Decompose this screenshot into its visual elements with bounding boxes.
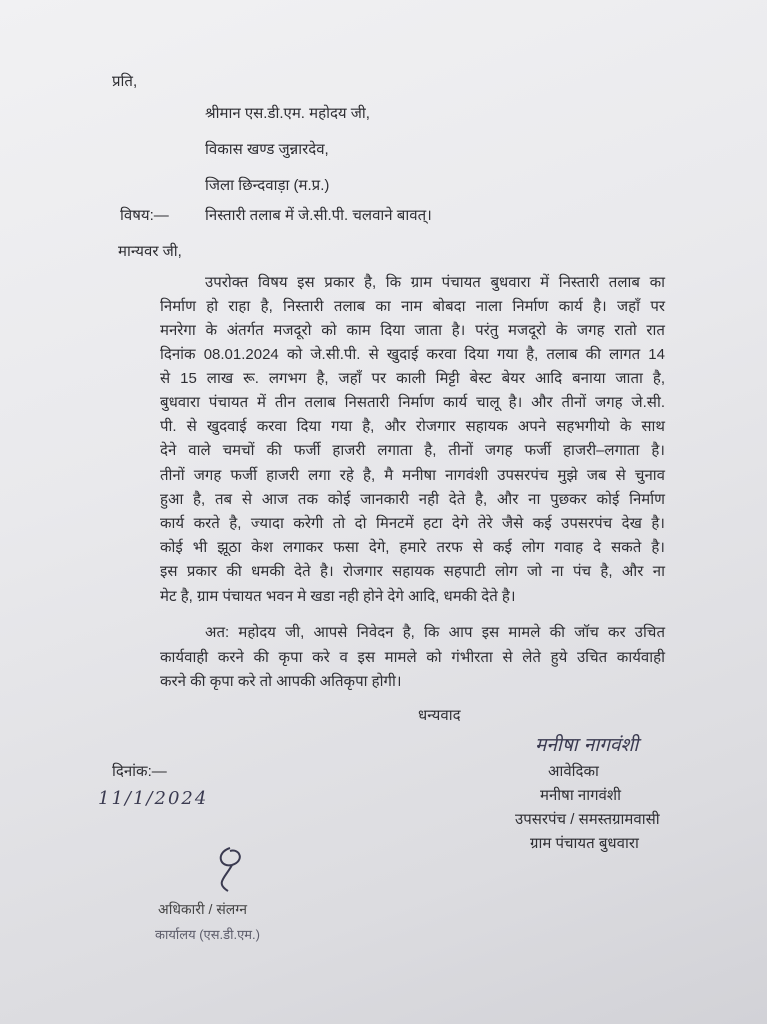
applicant-role: उपसरपंच / समस्तग्रामवासी — [515, 811, 660, 828]
body-line: पी. से खुदवाई करवा दिया गया है, और रोजगार सहायक अपने सहभगीयो के साथ — [160, 418, 665, 435]
applicant-name: मनीषा नागवंशी — [540, 787, 621, 804]
body-line: कार्य करते है, ज्यादा करेगी तो दो मिनटमें हटा देगे तेरे जैसे कई उपसरपंच देख है। — [160, 515, 665, 532]
date-label: दिनांक:— — [112, 763, 167, 780]
body-line: देने वाले चमचों की फर्जी हाजरी लगाता है, तीनों जगह फर्जी हाजरी–लगाता है। — [160, 442, 665, 459]
handwritten-date: 11/1/2024 — [98, 788, 209, 809]
recipient-line: जिला छिन्दवाड़ा (म.प्र.) — [205, 177, 330, 194]
body-line: मनरेगा के अंतर्गत मजदूरो को काम दिया जाता है। परंतु मजदूरो के जगह रातो रात — [160, 322, 665, 339]
thanks: धन्यवाद — [418, 707, 461, 724]
request-line: कार्यवाही करने की कृपा करे व इस मामले को गंभीरता से लेते हुये उचित कार्यवाही — [160, 649, 665, 666]
salutation: मान्यवर जी, — [118, 243, 182, 260]
signature: मनीषा नागवंशी — [535, 734, 639, 756]
request-line: करने की कृपा करे तो आपकी अतिकृपा होगी। — [160, 673, 402, 690]
body-line: मेट है, ग्राम पंचायत भवन मे खडा नही होने देगे आदि, धमकी देते है। — [160, 588, 516, 605]
body-line: तीनों जगह फर्जी हाजरी लगा रहे है, मै मनीषा नागवंशी उपसरपंच मुझे जब से चुनाव — [160, 467, 665, 484]
subject: निस्तारी तलाब में जे.सी.पी. चलवाने बावत्। — [205, 207, 432, 224]
recipient-line: श्रीमान एस.डी.एम. महोदय जी, — [205, 105, 370, 122]
body-line: इस प्रकार की धमकी देते है। रोजगार सहायक सहपाटी लोग जो ना पंच है, और ना — [160, 563, 665, 580]
body-line: दिनांक 08.01.2024 को जे.सी.पी. से खुदाई करवा दिया गया है, तलाब की लागत 14 — [160, 346, 665, 363]
stamp-line: अधिकारी / संलग्न — [158, 901, 247, 917]
recipient-line: विकास खण्ड जुन्नारदेव, — [205, 141, 329, 158]
request-line: अत: महोदय जी, आपसे निवेदन है, कि आप इस मामले की जॉच कर उचित — [205, 624, 665, 641]
to-label: प्रति, — [112, 73, 138, 90]
body-line: हुआ है, तब से आज तक कोई जानकारी नही देते है, और ना पुछकर कोई निर्माण — [160, 491, 665, 508]
body-line: से 15 लाख रू. लगभग है, जहाँ पर काली मिट्टी बेस्ट बेयर आदि बनाया जाता है, — [160, 370, 665, 387]
body-line: बुधवारा पंचायत में तीन तलाब निसतारी निर्माण कार्य चालू है। और तीनों जगह जे.सी. — [160, 394, 665, 411]
initials-scribble-icon — [200, 843, 260, 895]
body-line: कोई भी झूठा केश लगाकर फसा देगे, हमारे तरफ से कई लोग गवाह दे सकते है। — [160, 539, 665, 556]
body-line: उपरोक्त विषय इस प्रकार है, कि ग्राम पंचायत बुधवारा में निस्तारी तलाब का — [205, 274, 665, 291]
stamp-line: कार्यालय (एस.डी.एम.) — [155, 927, 260, 942]
subject-label: विषय:— — [120, 207, 169, 224]
applicant-label: आवेदिका — [548, 763, 599, 780]
body-line: निर्माण हो राहा है, निस्तारी तलाब का नाम बोबदा नाला निर्माण कार्य है। जहाँ पर — [160, 298, 665, 315]
applicant-org: ग्राम पंचायत बुधवारा — [530, 835, 639, 852]
